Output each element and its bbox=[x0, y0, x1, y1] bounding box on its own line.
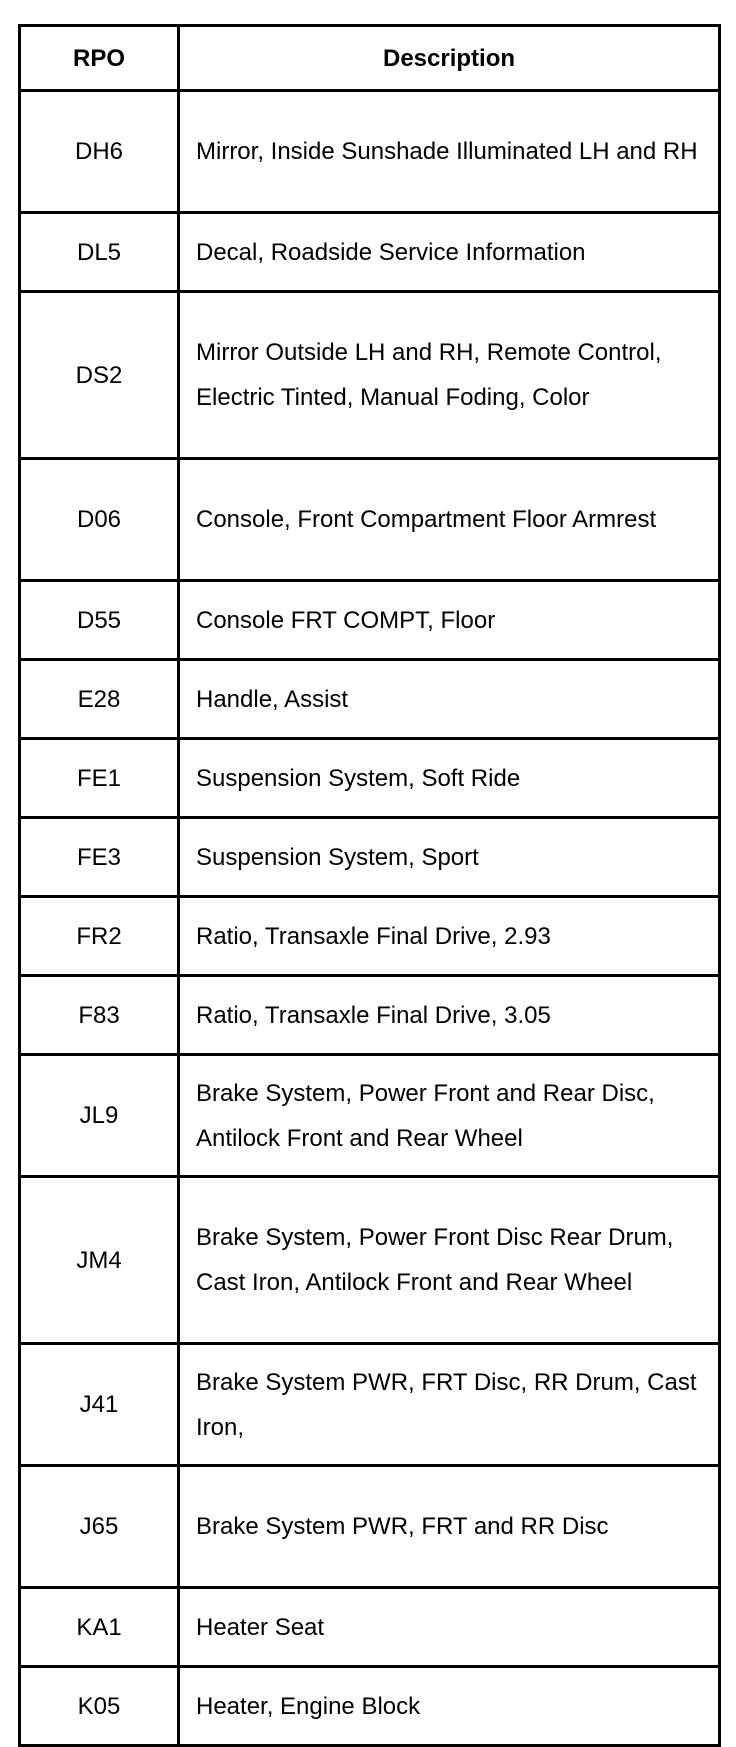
rpo-description: Brake System PWR, FRT Disc, RR Drum, Cast Iron, bbox=[179, 1344, 720, 1466]
rpo-code: JL9 bbox=[20, 1055, 179, 1177]
rpo-description: Brake System, Power Front and Rear Disc, Antilock Front and Rear Wheel bbox=[179, 1055, 720, 1177]
rpo-table bbox=[18, 24, 721, 1747]
column-header-rpo: RPO bbox=[20, 26, 179, 91]
table-row bbox=[20, 459, 720, 581]
table-row bbox=[20, 1466, 720, 1588]
table-row bbox=[20, 660, 720, 739]
rpo-description: Mirror, Inside Sunshade Illuminated LH and RH bbox=[179, 91, 720, 213]
table-row bbox=[20, 1055, 720, 1177]
rpo-code: J41 bbox=[20, 1344, 179, 1466]
table-row bbox=[20, 897, 720, 976]
table-row bbox=[20, 213, 720, 292]
rpo-code: J65 bbox=[20, 1466, 179, 1588]
rpo-code: D55 bbox=[20, 581, 179, 660]
rpo-code: K05 bbox=[20, 1667, 179, 1746]
rpo-description: Handle, Assist bbox=[179, 660, 720, 739]
rpo-code: FE3 bbox=[20, 818, 179, 897]
rpo-description: Suspension System, Soft Ride bbox=[179, 739, 720, 818]
rpo-description: Heater, Engine Block bbox=[179, 1667, 720, 1746]
rpo-description: Ratio, Transaxle Final Drive, 3.05 bbox=[179, 976, 720, 1055]
rpo-description: Mirror Outside LH and RH, Remote Control, Electric Tinted, Manual Foding, Color bbox=[179, 292, 720, 459]
rpo-description: Suspension System, Sport bbox=[179, 818, 720, 897]
rpo-description: Ratio, Transaxle Final Drive, 2.93 bbox=[179, 897, 720, 976]
table-row bbox=[20, 1344, 720, 1466]
rpo-code: E28 bbox=[20, 660, 179, 739]
rpo-description: Console FRT COMPT, Floor bbox=[179, 581, 720, 660]
rpo-code: JM4 bbox=[20, 1177, 179, 1344]
table-row bbox=[20, 739, 720, 818]
rpo-code: FE1 bbox=[20, 739, 179, 818]
table-row bbox=[20, 1177, 720, 1344]
table-row bbox=[20, 91, 720, 213]
table-row bbox=[20, 976, 720, 1055]
table-row bbox=[20, 581, 720, 660]
rpo-code: D06 bbox=[20, 459, 179, 581]
rpo-description: Heater Seat bbox=[179, 1588, 720, 1667]
column-header-description: Description bbox=[179, 26, 720, 91]
rpo-code: DS2 bbox=[20, 292, 179, 459]
table-row bbox=[20, 1588, 720, 1667]
table-header-row bbox=[20, 26, 720, 91]
rpo-code: F83 bbox=[20, 976, 179, 1055]
rpo-code: FR2 bbox=[20, 897, 179, 976]
rpo-description: Brake System PWR, FRT and RR Disc bbox=[179, 1466, 720, 1588]
table-row bbox=[20, 292, 720, 459]
rpo-description: Brake System, Power Front Disc Rear Drum, Cast Iron, Antilock Front and Rear Wheel bbox=[179, 1177, 720, 1344]
rpo-description: Console, Front Compartment Floor Armrest bbox=[179, 459, 720, 581]
rpo-code: KA1 bbox=[20, 1588, 179, 1667]
table-row bbox=[20, 1667, 720, 1746]
rpo-code: DH6 bbox=[20, 91, 179, 213]
table-row bbox=[20, 818, 720, 897]
rpo-code: DL5 bbox=[20, 213, 179, 292]
rpo-description: Decal, Roadside Service Information bbox=[179, 213, 720, 292]
